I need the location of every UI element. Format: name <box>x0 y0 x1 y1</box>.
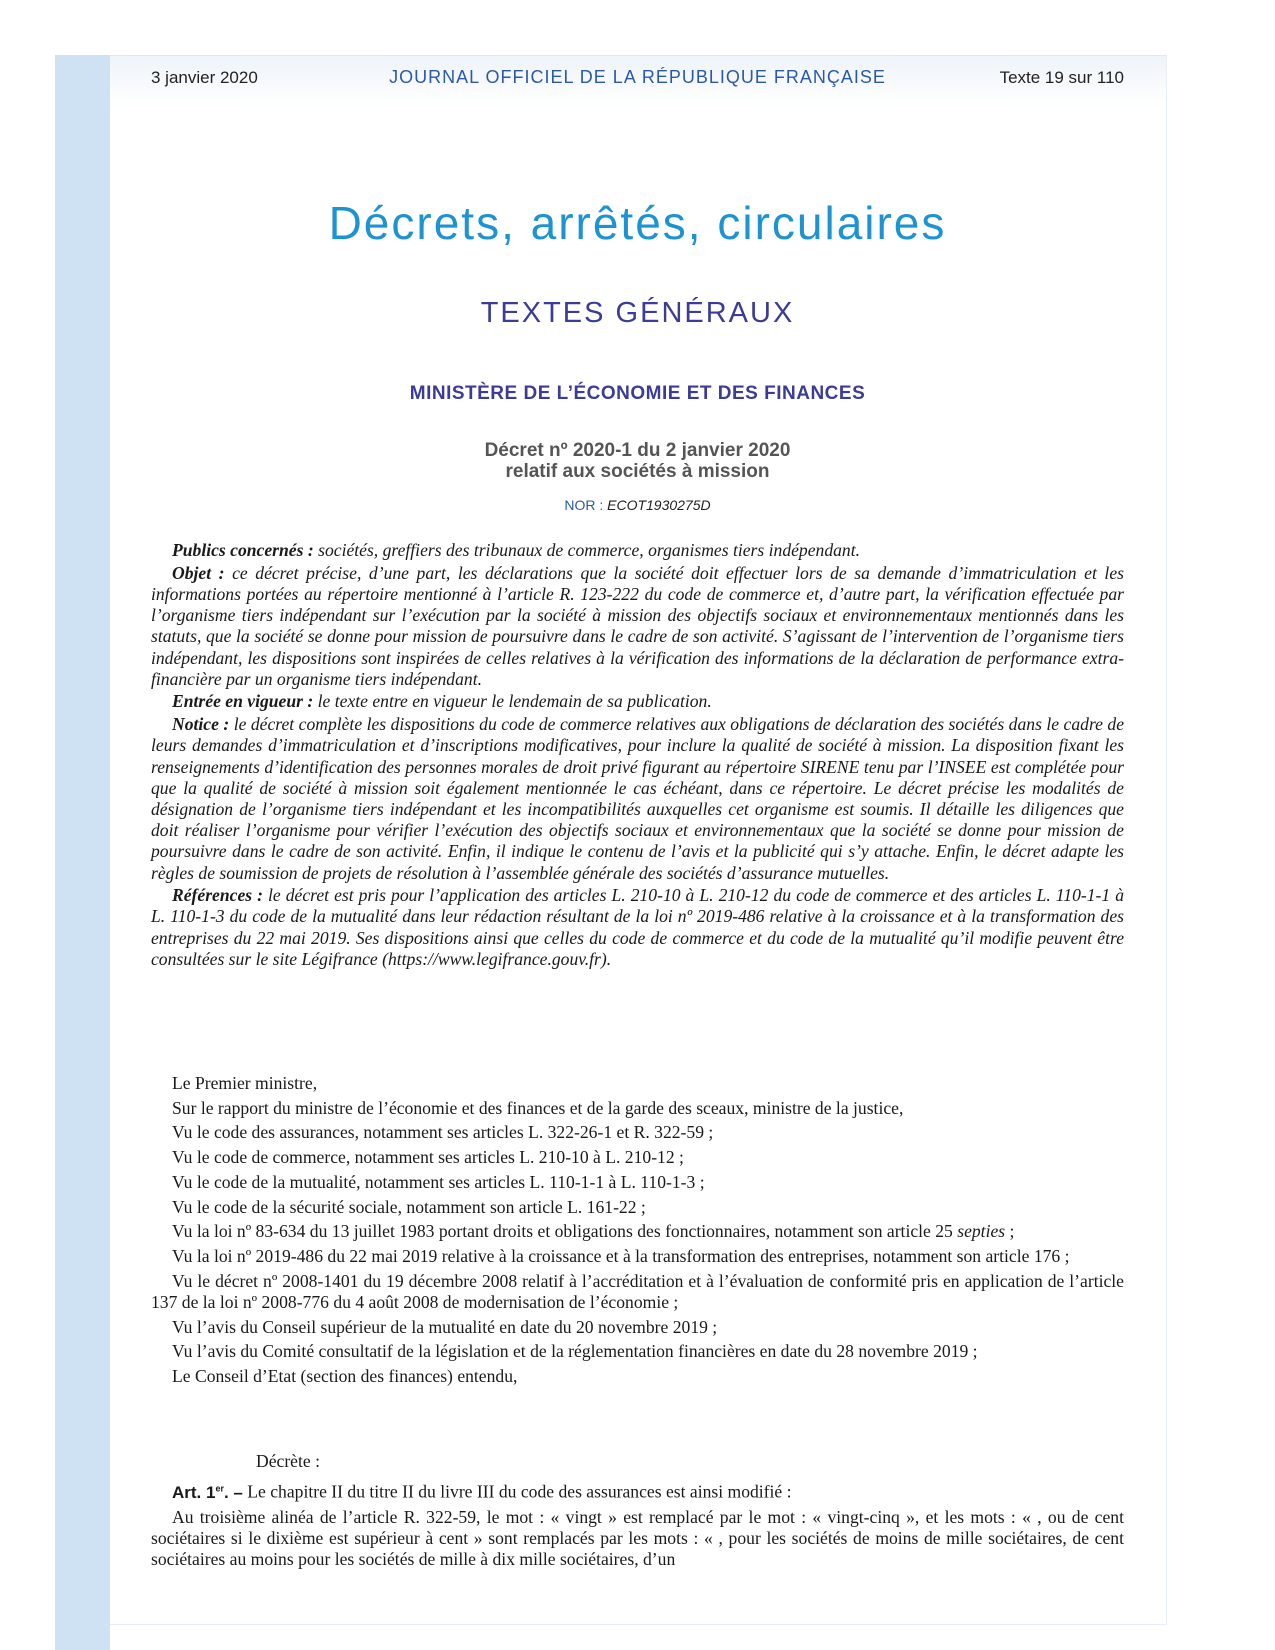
visa-loi-1983-end: ; <box>1005 1221 1015 1242</box>
notice-text: le décret complète les dispositions du code de commerce relatives aux obligations de déclaration des sociétés dans le cadre de leurs demandes d’immatriculation et d’inscriptions modificatives, pour inclure la qualité de société à mission. La disposition fixant les renseignements d’identification des personnes morales de droit privé figurant au répertoire SIRENE tenu par l’INSEE est complétée pour que la qualité de société à mission soit également mentionnée le cas échéant, dans ce répertoire. Le décret précise les modalités de désignation de l’organisme tiers indépendant et les incompatibilités auxquelles cet organisme est soumis. Il détaille les diligences que doit réaliser l’organisme pour vérifier l’exécution des objectifs sociaux et environnementaux que la société se donne pour mission de poursuivre dans le cadre de son activité. Enfin, il indique le contenu de l’avis et la publicité qui s’y attache. Enfin, le décret adapte les règles de soumission de projets de résolution à l’assemblée générale des sociétés d’assurance mutuelles. <box>151 714 1125 883</box>
decree-title-line2: relatif aux sociétés à mission <box>505 461 770 482</box>
decree-summary <box>151 540 1124 972</box>
nor-reference <box>0 497 1275 513</box>
header-text-number: Texte 19 sur 110 <box>999 68 1124 87</box>
objet-label: Objet : <box>172 562 225 583</box>
publics-text: sociétés, greffiers des tribunaux de commerce, organismes tiers indépendant. <box>313 540 861 560</box>
header-journal-title: JOURNAL OFFICIEL DE LA RÉPUBLIQUE FRANÇAISE <box>389 67 886 87</box>
summary-entree <box>151 691 1124 712</box>
summary-objet <box>151 563 1124 690</box>
visa-loi-1983-septies: septies <box>957 1221 1006 1242</box>
visa-code-mutualite: Vu le code de la mutualité, notamment ses articles L. 110-1-1 à L. 110-1-3 ; <box>172 1171 705 1192</box>
visa-loi-1983 <box>151 1221 1124 1242</box>
references-text: le décret est pris pour l’application des articles L. 210-10 à L. 210-12 du code de commerce et des articles L. 110-1-1 à L. 110-1-3 du code de la mutualité dans leur rédaction résultant de la loi nº 2019-486 relative à la croissance et à la transformation des entreprises du 22 mai 2019. Ses dispositions ainsi que celles du code de commerce et du code de la mutualité qu’il modifie peuvent être consultées sur le site Légifrance (https://www.legifrance.gouv.fr). <box>151 885 1124 969</box>
objet-text: ce décret précise, d’une part, les déclarations que la société doit effectuer lors de sa demande d’immatriculation et les informations portées au répertoire mentionné à l’article R. 123-222 du code de commerce et, d’autre part, la vérification effectuée par l’organisme tiers indépendant sur l’exécution par la société à mission des objectifs sociaux et environnementaux mentionnés dans les statuts, que la société se donne pour mission de poursuivre dans le cadre de son activité. S’agissant de l’intervention de l’organisme tiers indépendant, les dispositions sont inspirées de celles relatives à la vérification des informations de la déclaration de performance extra-financière par un organisme tiers indépendant. <box>151 562 1124 689</box>
visa-loi-1983-text: Vu la loi nº 83-634 du 13 juillet 1983 portant droits et obligations des fonctionnaires, notamment son article 25 <box>172 1221 958 1242</box>
summary-references <box>151 885 1124 970</box>
article-1-text: Le chapitre II du titre II du livre III du code des assurances est ainsi modifié : <box>242 1481 792 1502</box>
article-1-heading <box>151 1478 1124 1503</box>
page-edge-right <box>1166 55 1167 1625</box>
ministry-name: MINISTÈRE DE L’ÉCONOMIE ET DES FINANCES <box>409 383 866 404</box>
nor-value: ECOT1930275D <box>607 497 711 513</box>
publics-label: Publics concernés : <box>172 540 314 560</box>
references-label: Références : <box>172 885 263 906</box>
visa-avis-conseil-mutualite: Vu l’avis du Conseil supérieur de la mutualité en date du 20 novembre 2019 ; <box>172 1316 718 1337</box>
article-1-number <box>172 1483 243 1502</box>
article-1-num-text: Art. 1 <box>172 1482 216 1502</box>
entree-label: Entrée en vigueur : <box>172 691 314 712</box>
section-title: TEXTES GÉNÉRAUX <box>480 297 795 329</box>
visas-section <box>151 1073 1124 1391</box>
visa-conseil-etat: Le Conseil d’Etat (section des finances) entendu, <box>172 1365 518 1386</box>
entree-text: le texte entre en vigueur le lendemain de sa publication. <box>313 691 712 712</box>
visa-loi-2019: Vu la loi nº 2019-486 du 22 mai 2019 relative à la croissance et à la transformation des entreprises, notamment son article 176 ; <box>172 1245 1070 1266</box>
visa-premier-ministre: Le Premier ministre, <box>172 1073 318 1093</box>
decree-title-line1: Décret nº 2020-1 du 2 janvier 2020 <box>484 440 791 461</box>
header-date: 3 janvier 2020 <box>151 68 258 87</box>
article-1-dash: . – <box>223 1482 243 1502</box>
decrete-heading: Décrète : <box>256 1451 320 1471</box>
summary-notice <box>151 714 1124 884</box>
visa-code-assurances: Vu le code des assurances, notamment ses articles L. 322-26-1 et R. 322-59 ; <box>172 1122 714 1143</box>
header-rule <box>110 55 1166 56</box>
visa-rapport: Sur le rapport du ministre de l’économie et des finances et de la garde des sceaux, ministre de la justice, <box>172 1097 904 1118</box>
article-1 <box>151 1478 1124 1574</box>
visa-avis-comite: Vu l’avis du Comité consultatif de la législation et de la réglementation financières en date du 28 novembre 2019 ; <box>172 1341 978 1362</box>
summary-publics <box>151 540 1124 561</box>
article-1-sup: er <box>215 1483 224 1493</box>
page-edge-bottom <box>110 1624 1166 1625</box>
notice-label: Notice : <box>172 714 230 735</box>
nor-label: NOR : <box>564 497 608 513</box>
decree-title <box>0 440 1275 482</box>
visa-code-securite-sociale: Vu le code de la sécurité sociale, notamment son article L. 161-22 ; <box>172 1196 646 1217</box>
visa-decret-2008: Vu le décret nº 2008-1401 du 19 décembre 2008 relatif à l’accréditation et à l’évaluation de conformité pris en application de l’article 137 de la loi nº 2008-776 du 4 août 2008 de modernisation de l’économie ; <box>151 1270 1124 1312</box>
visa-code-commerce: Vu le code de commerce, notamment ses articles L. 210-10 à L. 210-12 ; <box>172 1147 684 1168</box>
left-margin-band <box>55 55 110 1650</box>
page-title: Décrets, arrêtés, circulaires <box>328 197 947 249</box>
article-1-paragraph: Au troisième alinéa de l’article R. 322-59, le mot : « vingt » est remplacé par le mot : « vingt-cinq », et les mots : « , ou de cent sociétaires si le dixième est supérieur à cent » sont remplacés par les mots : « , pour les sociétés de moins de mille sociétaires, de cent sociétaires au moins pour les sociétés de mille à dix mille sociétaires, d’un <box>151 1506 1124 1570</box>
